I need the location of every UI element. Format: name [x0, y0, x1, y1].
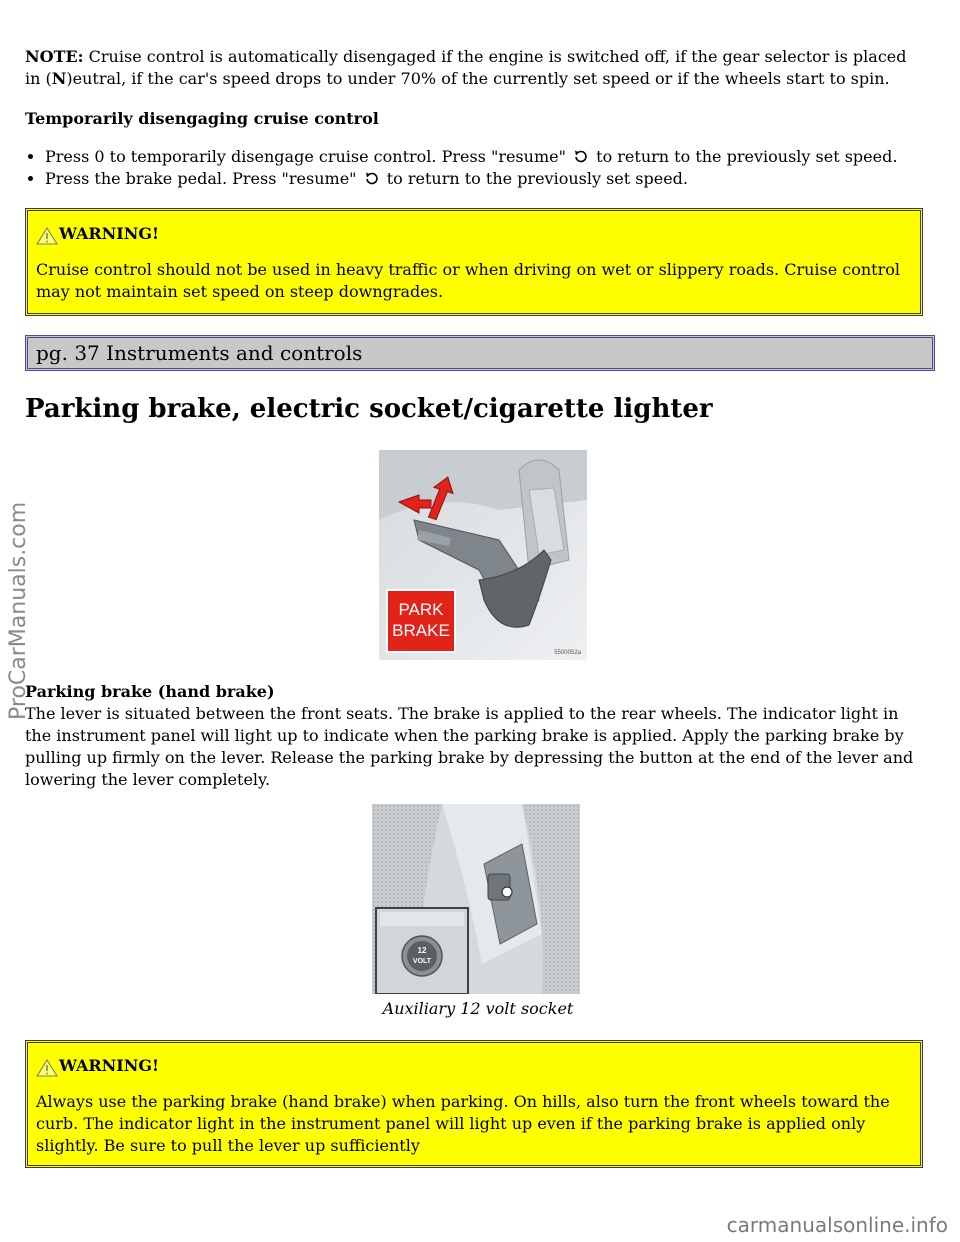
warning-title: WARNING!: [59, 1056, 160, 1075]
park-brake-badge-line2: BRAKE: [392, 621, 450, 640]
page-header-bar: pg. 37 Instruments and controls: [25, 335, 935, 371]
warning-triangle-icon: [36, 227, 58, 245]
disengage-list: [25, 146, 925, 190]
note-label: NOTE:: [25, 47, 84, 66]
resume-icon: [573, 148, 589, 164]
neutral-letter: N: [51, 69, 67, 88]
list-item: • Press the brake pedal. Press "resume" to return to the previously set speed.: [45, 168, 925, 190]
warning-box-cruise: [25, 208, 923, 316]
warning-box-parking: [25, 1040, 923, 1168]
volt-knob-line2: VOLT: [412, 958, 432, 965]
parking-brake-figure: [379, 450, 587, 660]
figure-code: 5500052a: [554, 650, 581, 656]
warning-title: WARNING!: [59, 224, 160, 243]
volt-socket-figure: [372, 804, 580, 994]
list-item: • Press 0 to temporarily disengage cruise control. Press "resume" to return to the previously set speed.: [45, 146, 925, 168]
volt-knob-line1: 12: [417, 946, 427, 955]
watermark-left: ProCarManuals.com: [6, 501, 31, 720]
note-paragraph: NOTE: Cruise control is automatically disengaged if the engine is switched off, if the gear selector is placed in (N)eutral, if the car's speed drops to under 70% of the currently set speed or if the wheels start to spin.: [25, 47, 907, 88]
park-brake-badge-line1: PARK: [398, 600, 444, 619]
figure-caption: Auxiliary 12 volt socket: [382, 999, 574, 1018]
page-title: Parking brake, electric socket/cigarette lighter: [25, 394, 713, 424]
watermark-bottom: carmanualsonline.info: [726, 1213, 948, 1237]
warning-body: Cruise control should not be used in heavy traffic or when driving on wet or slippery roads. Cruise control may not maintain set speed on steep downgrades.: [36, 260, 900, 301]
parking-brake-heading: Parking brake (hand brake): [25, 682, 275, 701]
warning-body: Always use the parking brake (hand brake) when parking. On hills, also turn the front wheels toward the curb. The indicator light in the instrument panel will light up even if the parking brake is applied only slightly. Be sure to pull the lever up sufficiently: [36, 1092, 890, 1155]
warning-triangle-icon: [36, 1059, 58, 1077]
resume-icon: [364, 170, 380, 186]
parking-brake-paragraph: The lever is situated between the front seats. The brake is applied to the rear wheels. The indicator light in the instrument panel will light up to indicate when the parking brake is applied. Apply the parking brake by pulling up firmly on the lever. Release the parking brake by depressing the button at the end of the lever and lowering the lever completely.: [25, 704, 914, 789]
disengage-heading: Temporarily disengaging cruise control: [25, 109, 379, 128]
